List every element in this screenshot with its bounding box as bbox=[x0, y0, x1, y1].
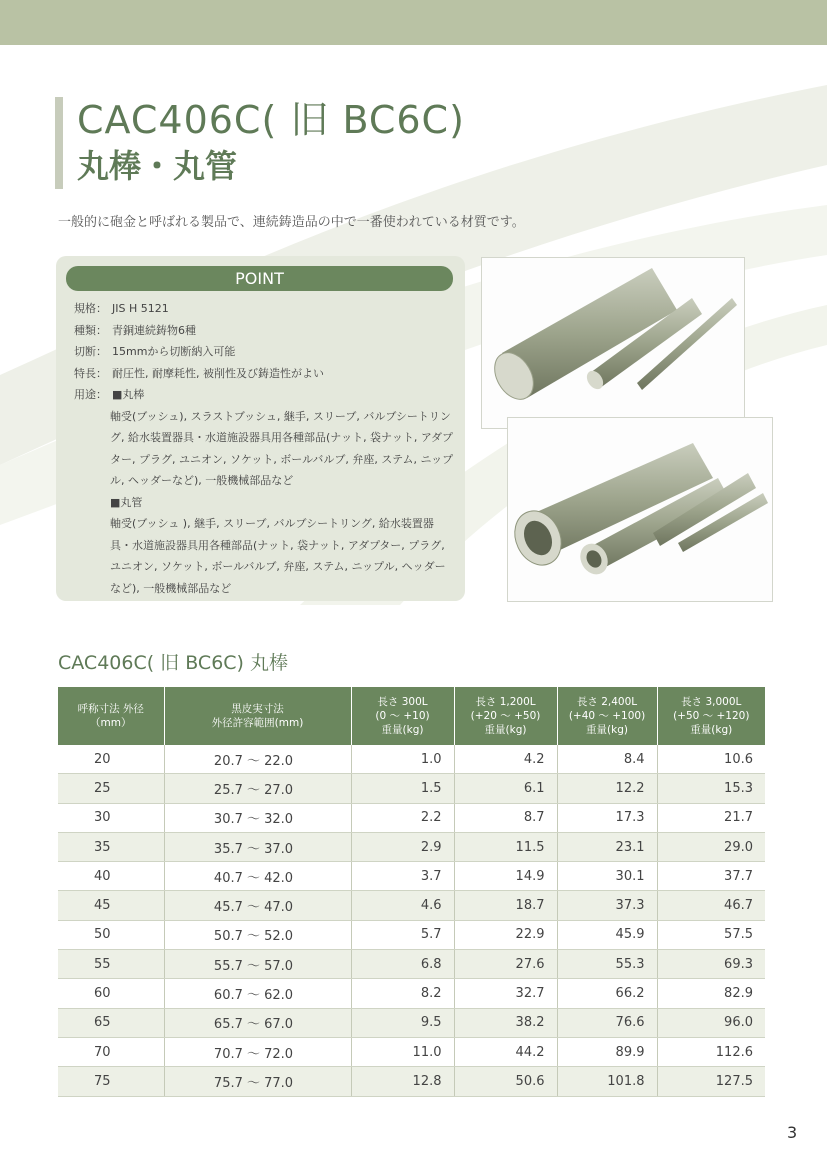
bar-usage-text: 軸受(ブッシュ), スラストブッシュ, 継手, スリーブ, バルブシートリング, 給水装置器具・水道施設器具用各種部品(ナット, 袋ナット, アダプター, プラグ, ユニオン, ソケット, ボールバルブ, 弁座, ステム, ニップル, ヘッダーなど), 一般機械部品など bbox=[110, 409, 454, 487]
table-row: 55 55.7 ～ 57.0 6.8 27.6 55.3 69.3 bbox=[58, 950, 765, 979]
header-300l: 長さ 300L (0 ～ +10) 重量(kg) bbox=[351, 687, 454, 745]
table-row: 60 60.7 ～ 62.0 8.2 32.7 66.2 82.9 bbox=[58, 979, 765, 1008]
spec-row: 切断： 15mmから切断納入可能 bbox=[74, 345, 236, 358]
table-row: 40 40.7 ～ 42.0 3.7 14.9 30.1 37.7 bbox=[58, 862, 765, 891]
page-title: CAC406C( 旧 BC6C) bbox=[77, 98, 465, 142]
header-actual-size: 黒皮実寸法 外径許容範囲(mm) bbox=[164, 687, 351, 745]
round-bar-photo bbox=[481, 257, 745, 429]
spec-row: 規格： JIS H 5121 bbox=[74, 302, 169, 315]
header-2400l: 長さ 2,400L (+40 ～ +100) 重量(kg) bbox=[557, 687, 657, 745]
bar-heading: ■丸棒 bbox=[112, 388, 145, 401]
table-row: 75 75.7 ～ 77.0 12.8 50.6 101.8 127.5 bbox=[58, 1067, 765, 1096]
round-bar-spec-table bbox=[58, 687, 765, 1097]
header-1200l: 長さ 1,200L (+20 ～ +50) 重量(kg) bbox=[454, 687, 557, 745]
intro-text: 一般的に砲金と呼ばれる製品で、連続鋳造品の中で一番使われている材質です。 bbox=[58, 215, 525, 230]
point-box bbox=[56, 256, 465, 601]
usage-row: 用途： ■丸棒 bbox=[74, 384, 454, 406]
page-subtitle: 丸棒・丸管 bbox=[77, 147, 238, 185]
table-row: 25 25.7 ～ 27.0 1.5 6.1 12.2 15.3 bbox=[58, 774, 765, 803]
top-band bbox=[0, 0, 827, 45]
table-row: 70 70.7 ～ 72.0 11.0 44.2 89.9 112.6 bbox=[58, 1037, 765, 1066]
spec-row: 種類： 青銅連続鋳物6種 bbox=[74, 323, 196, 337]
table-row: 30 30.7 ～ 32.0 2.2 8.7 17.3 21.7 bbox=[58, 803, 765, 832]
pipe-usage-text: 軸受(ブッシュ ), 継手, スリーブ, バルブシートリング, 給水装置器具・水道施設器具用各種部品(ナット, 袋ナット, アダプター, プラグ, ユニオン, ソケット, ボールバルブ, 弁座, ステム, ニップル, ヘッダーなど), 一般機械部品など bbox=[110, 517, 446, 595]
header-nominal-size: 呼称寸法 外径 （mm） bbox=[58, 687, 164, 745]
section-title: CAC406C( 旧 BC6C) 丸棒 bbox=[58, 652, 288, 674]
table-row: 35 35.7 ～ 37.0 2.9 11.5 23.1 29.0 bbox=[58, 832, 765, 861]
table-row: 45 45.7 ～ 47.0 4.6 18.7 37.3 46.7 bbox=[58, 891, 765, 920]
spec-row: 特長： 耐圧性, 耐摩耗性, 被削性及び鋳造性がよい bbox=[74, 366, 324, 380]
point-heading: POINT bbox=[66, 266, 453, 291]
header-3000l: 長さ 3,000L (+50 ～ +120) 重量(kg) bbox=[657, 687, 765, 745]
page-number: 3 bbox=[787, 1123, 798, 1142]
table-row: 50 50.7 ～ 52.0 5.7 22.9 45.9 57.5 bbox=[58, 920, 765, 949]
table-header-row bbox=[58, 687, 765, 745]
table-row: 20 20.7 ～ 22.0 1.0 4.2 8.4 10.6 bbox=[58, 745, 765, 774]
round-tube-photo bbox=[507, 417, 773, 602]
pipe-heading: ■丸管 bbox=[110, 495, 143, 509]
title-block bbox=[55, 97, 465, 189]
point-body bbox=[74, 298, 454, 599]
table-row: 65 65.7 ～ 67.0 9.5 38.2 76.6 96.0 bbox=[58, 1008, 765, 1037]
